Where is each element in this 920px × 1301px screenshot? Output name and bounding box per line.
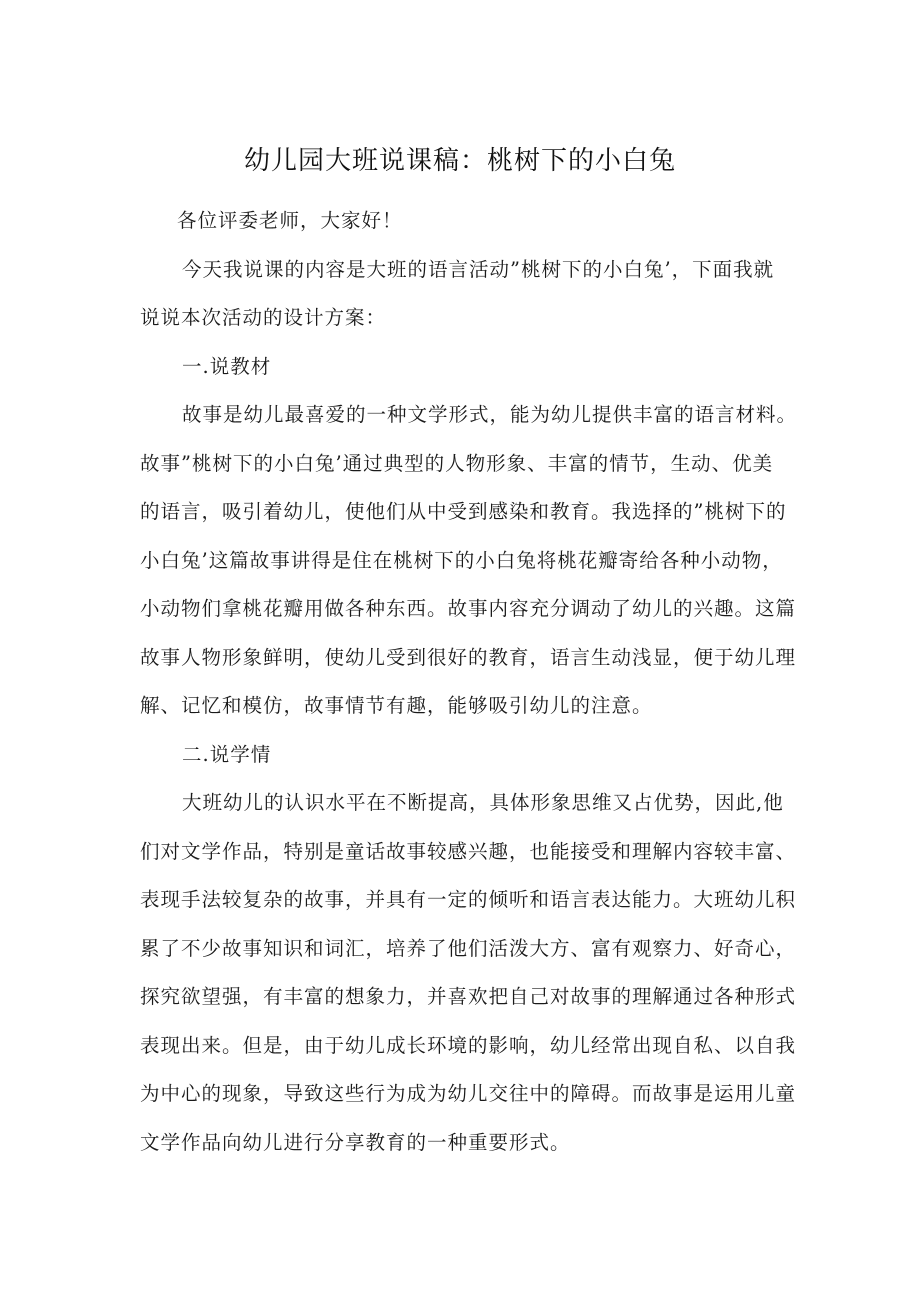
learners-paragraph-line: 探究欲望强，有丰富的想象力，并喜欢把自己对故事的理解通过各种形式	[140, 985, 797, 1008]
learners-paragraph-line: 表现出来。但是，由于幼儿成长环境的影响，幼儿经常出现自私、以自我	[140, 1033, 797, 1057]
learners-paragraph-line: 表现手法较复杂的故事，并具有一定的倾听和语言表达能力。大班幼儿积	[140, 888, 797, 911]
textbook-paragraph-line: 解、记忆和模仿，故事情节有趣，能够吸引幼儿的注意。	[140, 694, 653, 717]
section-heading-textbook: 一.说教材	[182, 354, 272, 378]
textbook-paragraph-line: 故事是幼儿最喜爱的一种文学形式，能为幼儿提供丰富的语言材料。	[182, 403, 798, 426]
section-heading-learners: 二.说学情	[182, 742, 272, 766]
learners-paragraph-line: 大班幼儿的认识水平在不断提高，具体形象思维又占优势，因此,他	[182, 791, 784, 814]
textbook-paragraph-line: 小白兔’这篇故事讲得是住在桃树下的小白兔将桃花瓣寄给各种小动物，	[140, 548, 783, 572]
textbook-paragraph-line: 的语言，吸引着幼儿，使他们从中受到感染和教育。我选择的”桃树下的	[140, 500, 787, 523]
document-body	[140, 197, 798, 1167]
textbook-paragraph-line: 故事人物形象鲜明，使幼儿受到很好的教育，语言生动浅显，便于幼儿理	[140, 645, 797, 669]
greeting-line: 各位评委老师，大家好！	[177, 209, 403, 232]
textbook-paragraph-line: 故事”桃树下的小白兔’通过典型的人物形象、丰富的情节，生动、优美	[140, 451, 774, 475]
learners-paragraph-line: 为中心的现象，导致这些行为成为幼儿交往中的障碍。而故事是运用儿童	[140, 1082, 797, 1105]
learners-paragraph-line: 累了不少故事知识和词汇，培养了他们活泼大方、富有观察力、好奇心，	[140, 936, 797, 960]
textbook-paragraph-line: 小动物们拿桃花瓣用做各种东西。故事内容充分调动了幼儿的兴趣。这篇	[140, 597, 797, 620]
learners-paragraph-line: 文学作品向幼儿进行分享教育的一种重要形式。	[140, 1130, 571, 1154]
learners-paragraph-line: 们对文学作品，特别是童话故事较感兴趣，也能接受和理解内容较丰富、	[140, 839, 797, 863]
document-title: 幼儿园大班说课稿：桃树下的小白兔	[243, 146, 676, 176]
intro-paragraph-line: 今天我说课的内容是大班的语言活动”桃树下的小白兔’，下面我就	[182, 257, 775, 281]
intro-paragraph-line: 说说本次活动的设计方案：	[140, 306, 387, 329]
